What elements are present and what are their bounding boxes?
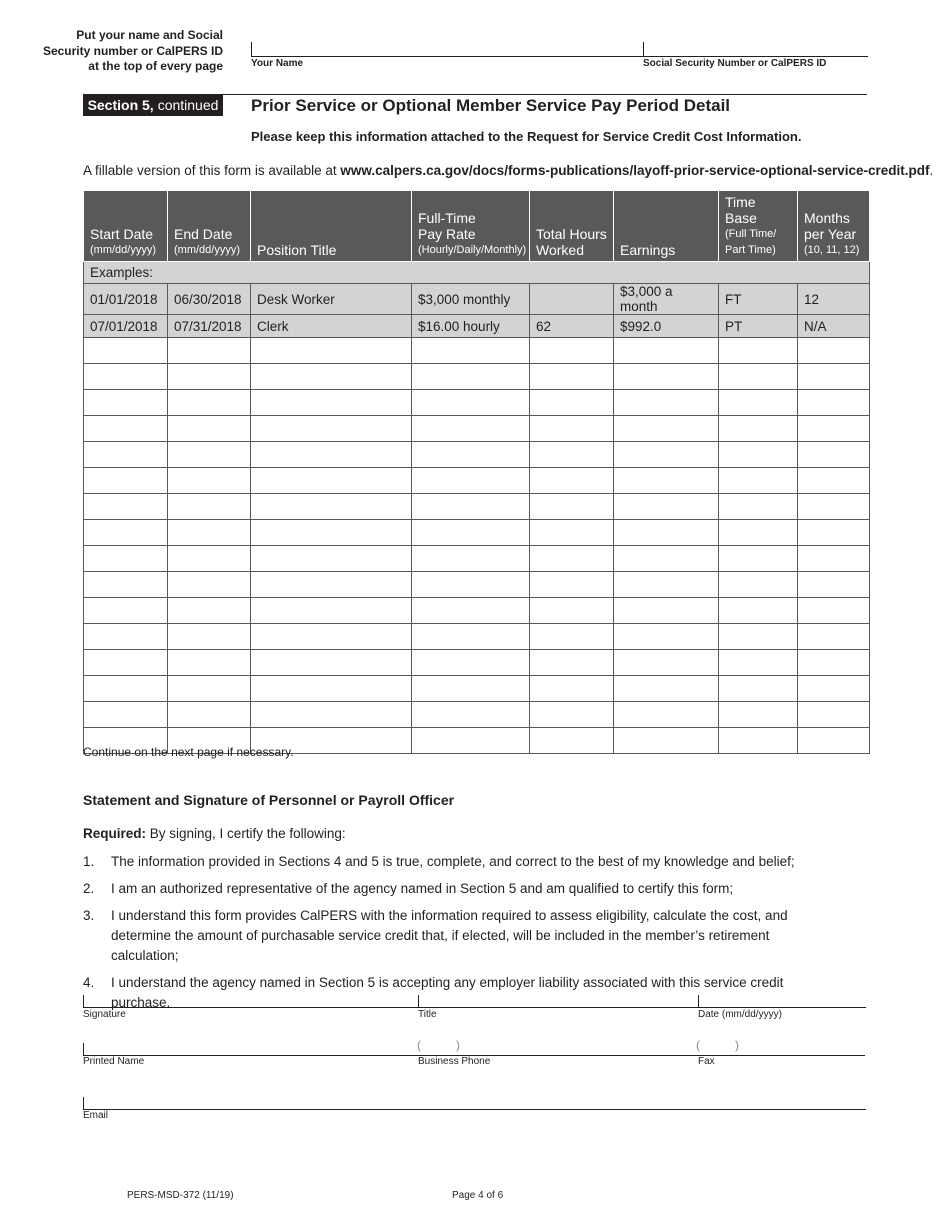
table-row (84, 520, 870, 546)
entry-cell-total-hours[interactable] (530, 702, 614, 728)
entry-cell-pay-rate[interactable] (412, 702, 530, 728)
entry-cell-total-hours[interactable] (530, 624, 614, 650)
printed-name-field[interactable] (83, 1043, 419, 1056)
signature-field[interactable] (83, 995, 419, 1008)
entry-cell-position-title[interactable] (251, 494, 412, 520)
example-cell-months-per-year: 12 (798, 284, 870, 315)
entry-cell-end-date[interactable] (168, 390, 251, 416)
entry-cell-position-title[interactable] (251, 390, 412, 416)
entry-cell-position-title[interactable] (251, 520, 412, 546)
example-row (84, 315, 870, 338)
entry-cell-position-title[interactable] (251, 702, 412, 728)
entry-cell-start-date[interactable] (84, 520, 168, 546)
entry-cell-start-date[interactable] (84, 598, 168, 624)
entry-cell-total-hours[interactable] (530, 728, 614, 754)
your-name-field[interactable] (251, 42, 644, 57)
business-phone-label: Business Phone (418, 1056, 491, 1067)
entry-cell-position-title[interactable] (251, 338, 412, 364)
example-cell-position-title: Desk Worker (251, 284, 412, 315)
entry-cell-months-per-year[interactable] (798, 442, 870, 468)
section-title: Prior Service or Optional Member Service Pay Period Detail (251, 96, 731, 115)
entry-cell-time-base[interactable] (719, 416, 798, 442)
entry-cell-start-date[interactable] (84, 624, 168, 650)
fax-area-open: ( (696, 1038, 700, 1052)
entry-cell-earnings[interactable] (614, 520, 719, 546)
table-row (84, 676, 870, 702)
table-row (84, 390, 870, 416)
table-row (84, 442, 870, 468)
table-row (84, 468, 870, 494)
entry-cell-pay-rate[interactable] (412, 728, 530, 754)
table-row (84, 598, 870, 624)
pay-period-table (83, 191, 870, 754)
entry-cell-earnings[interactable] (614, 728, 719, 754)
required-note: Required: By signing, I certify the following: (83, 826, 346, 841)
entry-cell-time-base[interactable] (719, 390, 798, 416)
phone-area-close: ) (456, 1038, 460, 1052)
fillable-note: A fillable version of this form is available at www.calpers.ca.gov/docs/forms-publications/layoff-prior-service-optional-service-credit.pdf. (83, 163, 934, 178)
entry-cell-start-date[interactable] (84, 676, 168, 702)
col-header-earnings: Earnings (614, 191, 719, 262)
entry-cell-months-per-year[interactable] (798, 338, 870, 364)
signature-label: Signature (83, 1009, 126, 1020)
entry-cell-pay-rate[interactable] (412, 442, 530, 468)
entry-cell-months-per-year[interactable] (798, 624, 870, 650)
entry-cell-end-date[interactable] (168, 598, 251, 624)
entry-cell-pay-rate[interactable] (412, 572, 530, 598)
entry-cell-months-per-year[interactable] (798, 520, 870, 546)
entry-cell-time-base[interactable] (719, 624, 798, 650)
entry-cell-end-date[interactable] (168, 676, 251, 702)
entry-cell-months-per-year[interactable] (798, 468, 870, 494)
table-row (84, 338, 870, 364)
entry-cell-months-per-year[interactable] (798, 364, 870, 390)
example-cell-total-hours (530, 284, 614, 315)
entry-cell-start-date[interactable] (84, 364, 168, 390)
entry-cell-total-hours[interactable] (530, 416, 614, 442)
entry-cell-total-hours[interactable] (530, 390, 614, 416)
entry-cell-months-per-year[interactable] (798, 572, 870, 598)
fax-area-close: ) (735, 1038, 739, 1052)
entry-cell-total-hours[interactable] (530, 598, 614, 624)
table-row (84, 624, 870, 650)
ssn-label: Social Security Number or CalPERS ID (643, 58, 827, 69)
entry-cell-months-per-year[interactable] (798, 416, 870, 442)
entry-cell-start-date[interactable] (84, 546, 168, 572)
entry-cell-start-date[interactable] (84, 442, 168, 468)
entry-cell-end-date[interactable] (168, 624, 251, 650)
example-cell-earnings: $992.0 (614, 315, 719, 338)
fax-field[interactable] (698, 1043, 865, 1056)
your-name-label: Your Name (251, 58, 304, 69)
certification-item: 3. I understand this form provides CalPERS with the information required to assess eligibility, calculate the cost, and determine the amount of purchasable service credit that, if elected, will be included in the member’s retirement calculation; (83, 908, 788, 963)
examples-label: Examples: (84, 262, 870, 284)
section-tab: Section 5, continued (83, 94, 223, 116)
business-phone-field[interactable] (418, 1043, 698, 1056)
entry-cell-pay-rate[interactable] (412, 624, 530, 650)
entry-cell-end-date[interactable] (168, 494, 251, 520)
entry-cell-earnings[interactable] (614, 390, 719, 416)
entry-cell-end-date[interactable] (168, 572, 251, 598)
entry-cell-pay-rate[interactable] (412, 546, 530, 572)
table-row (84, 546, 870, 572)
entry-cell-start-date[interactable] (84, 468, 168, 494)
entry-cell-time-base[interactable] (719, 520, 798, 546)
example-cell-total-hours: 62 (530, 315, 614, 338)
table-row (84, 572, 870, 598)
entry-cell-pay-rate[interactable] (412, 416, 530, 442)
certification-item: 2. I am an authorized representative of the agency named in Section 5 and am qualified to certify this form; (83, 881, 734, 896)
printed-name-label: Printed Name (83, 1056, 145, 1067)
entry-cell-pay-rate[interactable] (412, 676, 530, 702)
table-row (84, 702, 870, 728)
ssn-field[interactable] (643, 42, 868, 57)
entry-cell-start-date[interactable] (84, 702, 168, 728)
entry-cell-position-title[interactable] (251, 442, 412, 468)
entry-cell-earnings[interactable] (614, 442, 719, 468)
entry-cell-position-title[interactable] (251, 598, 412, 624)
entry-cell-position-title[interactable] (251, 468, 412, 494)
entry-cell-total-hours[interactable] (530, 364, 614, 390)
page-number: Page 4 of 6 (452, 1190, 504, 1201)
entry-cell-months-per-year[interactable] (798, 728, 870, 754)
entry-cell-position-title[interactable] (251, 650, 412, 676)
entry-cell-pay-rate[interactable] (412, 468, 530, 494)
entry-cell-pay-rate[interactable] (412, 364, 530, 390)
entry-cell-end-date[interactable] (168, 364, 251, 390)
date-label: Date (mm/dd/yyyy) (698, 1009, 782, 1020)
example-cell-months-per-year: N/A (798, 315, 870, 338)
col-header-start-date: Start Date (mm/dd/yyyy) (84, 191, 168, 262)
col-header-total-hours: Total Hours Worked (530, 191, 614, 262)
entry-cell-earnings[interactable] (614, 546, 719, 572)
example-cell-start-date: 07/01/2018 (84, 315, 168, 338)
entry-cell-position-title[interactable] (251, 572, 412, 598)
entry-cell-pay-rate[interactable] (412, 598, 530, 624)
col-header-pay-rate: Full-Time Pay Rate (Hourly/Daily/Monthly) (412, 191, 530, 262)
col-header-end-date: End Date (mm/dd/yyyy) (168, 191, 251, 262)
entry-cell-earnings[interactable] (614, 572, 719, 598)
col-header-time-base: Time Base (Full Time/ Part Time) (719, 191, 798, 262)
entry-cell-time-base[interactable] (719, 338, 798, 364)
entry-cell-total-hours[interactable] (530, 338, 614, 364)
fax-label: Fax (698, 1056, 715, 1067)
entry-cell-time-base[interactable] (719, 546, 798, 572)
entry-cell-start-date[interactable] (84, 494, 168, 520)
entry-cell-earnings[interactable] (614, 416, 719, 442)
email-label: Email (83, 1110, 109, 1121)
table-row (84, 416, 870, 442)
certification-item: 1. The information provided in Sections 4 and 5 is true, complete, and correct to the best of my knowledge and belief; (83, 854, 795, 869)
entry-cell-end-date[interactable] (168, 442, 251, 468)
entry-cell-start-date[interactable] (84, 390, 168, 416)
table-row (84, 494, 870, 520)
entry-cell-total-hours[interactable] (530, 546, 614, 572)
example-cell-time-base: PT (719, 315, 798, 338)
phone-area-open: ( (417, 1038, 421, 1052)
entry-cell-end-date[interactable] (168, 338, 251, 364)
entry-cell-start-date[interactable] (84, 650, 168, 676)
example-cell-time-base: FT (719, 284, 798, 315)
example-cell-pay-rate: $3,000 monthly (412, 284, 530, 315)
entry-cell-earnings[interactable] (614, 624, 719, 650)
entry-cell-time-base[interactable] (719, 572, 798, 598)
entry-cell-months-per-year[interactable] (798, 390, 870, 416)
entry-cell-pay-rate[interactable] (412, 494, 530, 520)
title-label: Title (418, 1009, 437, 1020)
example-cell-end-date: 07/31/2018 (168, 315, 251, 338)
form-id: PERS-MSD-372 (11/19) (127, 1190, 234, 1201)
section-subtitle: Please keep this information attached to the Request for Service Credit Cost Information. (251, 129, 802, 144)
entry-cell-position-title[interactable] (251, 624, 412, 650)
entry-cell-earnings[interactable] (614, 650, 719, 676)
entry-cell-total-hours[interactable] (530, 520, 614, 546)
email-field[interactable] (83, 1097, 866, 1110)
entry-cell-pay-rate[interactable] (412, 338, 530, 364)
entry-cell-position-title[interactable] (251, 364, 412, 390)
entry-cell-position-title[interactable] (251, 416, 412, 442)
entry-cell-end-date[interactable] (168, 650, 251, 676)
entry-cell-total-hours[interactable] (530, 676, 614, 702)
entry-cell-time-base[interactable] (719, 598, 798, 624)
entry-cell-time-base[interactable] (719, 728, 798, 754)
entry-cell-end-date[interactable] (168, 702, 251, 728)
table-row (84, 364, 870, 390)
entry-cell-time-base[interactable] (719, 650, 798, 676)
entry-cell-time-base[interactable] (719, 702, 798, 728)
fillable-url[interactable]: www.calpers.ca.gov/docs/forms-publications/layoff-prior-service-optional-service-credit.pdf (340, 163, 930, 178)
example-cell-position-title: Clerk (251, 315, 412, 338)
entry-cell-months-per-year[interactable] (798, 702, 870, 728)
entry-cell-end-date[interactable] (168, 520, 251, 546)
entry-cell-months-per-year[interactable] (798, 494, 870, 520)
statement-heading: Statement and Signature of Personnel or Payroll Officer (83, 792, 455, 808)
entry-cell-months-per-year[interactable] (798, 676, 870, 702)
table-row (84, 650, 870, 676)
entry-cell-months-per-year[interactable] (798, 598, 870, 624)
entry-cell-total-hours[interactable] (530, 442, 614, 468)
entry-cell-total-hours[interactable] (530, 572, 614, 598)
continue-note: Continue on the next page if necessary. (83, 745, 294, 759)
entry-cell-end-date[interactable] (168, 416, 251, 442)
example-cell-earnings: $3,000 a month (614, 284, 719, 315)
entry-cell-start-date[interactable] (84, 338, 168, 364)
entry-cell-total-hours[interactable] (530, 494, 614, 520)
entry-cell-months-per-year[interactable] (798, 546, 870, 572)
col-header-position-title: Position Title (251, 191, 412, 262)
instruction-note: Put your name and Social Security number or CalPERS ID at the top of every page (42, 28, 223, 73)
certification-item: 4. I understand the agency named in Section 5 is accepting any employer liability associated with this service credit purchase. (83, 975, 784, 1010)
entry-cell-earnings[interactable] (614, 702, 719, 728)
example-cell-end-date: 06/30/2018 (168, 284, 251, 315)
date-field[interactable] (698, 995, 866, 1008)
example-row (84, 284, 870, 315)
entry-cell-start-date[interactable] (84, 572, 168, 598)
example-cell-start-date: 01/01/2018 (84, 284, 168, 315)
entry-cell-total-hours[interactable] (530, 650, 614, 676)
col-header-months-per-year: Months per Year (10, 11, 12) (798, 191, 870, 262)
entry-cell-pay-rate[interactable] (412, 650, 530, 676)
entry-cell-pay-rate[interactable] (412, 390, 530, 416)
entry-cell-earnings[interactable] (614, 598, 719, 624)
entry-cell-earnings[interactable] (614, 338, 719, 364)
entry-cell-time-base[interactable] (719, 364, 798, 390)
entry-cell-pay-rate[interactable] (412, 520, 530, 546)
entry-cell-position-title[interactable] (251, 546, 412, 572)
title-field[interactable] (418, 995, 699, 1008)
entry-cell-time-base[interactable] (719, 442, 798, 468)
entry-cell-time-base[interactable] (719, 676, 798, 702)
entry-cell-total-hours[interactable] (530, 468, 614, 494)
entry-cell-position-title[interactable] (251, 676, 412, 702)
entry-cell-start-date[interactable] (84, 416, 168, 442)
entry-cell-earnings[interactable] (614, 494, 719, 520)
entry-cell-earnings[interactable] (614, 468, 719, 494)
example-cell-pay-rate: $16.00 hourly (412, 315, 530, 338)
entry-cell-end-date[interactable] (168, 468, 251, 494)
entry-cell-end-date[interactable] (168, 546, 251, 572)
entry-cell-earnings[interactable] (614, 364, 719, 390)
entry-cell-earnings[interactable] (614, 676, 719, 702)
examples-row (84, 262, 870, 284)
entry-cell-time-base[interactable] (719, 494, 798, 520)
entry-cell-time-base[interactable] (719, 468, 798, 494)
entry-cell-months-per-year[interactable] (798, 650, 870, 676)
table-header-row (84, 191, 870, 262)
